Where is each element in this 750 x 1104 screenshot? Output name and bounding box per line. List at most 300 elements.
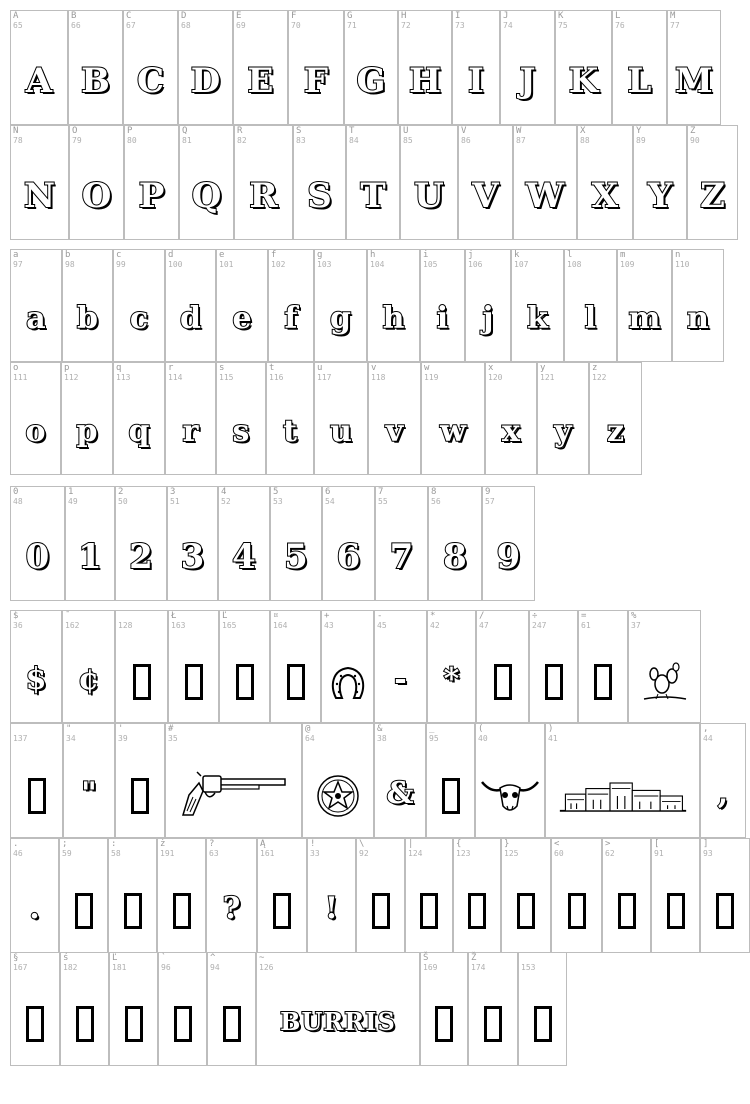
glyph-cell: [68, 10, 123, 125]
missing-glyph-box: [125, 1006, 143, 1042]
char-code: 174: [471, 963, 486, 972]
char-label: /: [479, 611, 485, 621]
char-code: 58: [111, 849, 121, 858]
char-code: 93: [703, 849, 713, 858]
glyph-sample: S: [307, 175, 332, 216]
char-code: 52: [221, 497, 231, 506]
glyph-cell: [537, 362, 589, 475]
char-code: 123: [456, 849, 471, 858]
char-code: 53: [273, 497, 283, 506]
glyph-sample: ¢: [78, 661, 99, 697]
char-label: z: [592, 363, 598, 373]
glyph-cell: [500, 10, 555, 125]
glyph-cell: [452, 10, 500, 125]
char-code: 116: [269, 373, 284, 382]
char-code: 59: [62, 849, 72, 858]
glyph-cell: [458, 125, 513, 240]
glyph-sample: w: [440, 413, 466, 449]
glyph-cell: [288, 10, 344, 125]
char-label: 4: [221, 487, 227, 497]
glyph-cell: [123, 10, 178, 125]
glyph-cell: [10, 723, 63, 838]
char-code: 45: [377, 621, 387, 630]
char-code: 90: [690, 136, 700, 145]
missing-glyph-box: [468, 893, 486, 929]
missing-glyph-box: [435, 1006, 453, 1042]
char-label: U: [403, 126, 409, 136]
glyph-cell: [10, 10, 68, 125]
char-code: 247: [532, 621, 547, 630]
char-code: 164: [273, 621, 288, 630]
char-label: w: [424, 363, 430, 373]
glyph-cell: [420, 249, 465, 362]
glyph-cell: [124, 125, 179, 240]
char-label: ): [548, 724, 554, 734]
char-label: V: [461, 126, 467, 136]
glyph-cell: [368, 362, 421, 475]
glyph-cell: [687, 125, 738, 240]
glyph-cell: [482, 486, 535, 601]
glyph-cell: [302, 723, 374, 838]
glyph-sample: 3: [180, 536, 205, 577]
glyph-cell: [10, 249, 62, 362]
glyph-sample: 0: [25, 536, 50, 577]
revolver-icon: [166, 771, 301, 821]
char-code: 55: [378, 497, 388, 506]
glyph-sample: W: [525, 175, 565, 216]
glyph-cell: [374, 610, 427, 723]
missing-glyph-box: [494, 664, 512, 700]
char-label: 9: [485, 487, 491, 497]
missing-glyph-box: [484, 1006, 502, 1042]
char-label: _: [429, 724, 435, 734]
glyph-cell: [61, 362, 113, 475]
char-code: 73: [455, 21, 465, 30]
char-code: 61: [581, 621, 591, 630]
glyph-sample: ?: [222, 890, 241, 926]
char-code: 122: [592, 373, 607, 382]
char-label: =: [581, 611, 587, 621]
glyph-sample: q: [128, 413, 150, 449]
char-label: }: [504, 839, 510, 849]
char-label: N: [13, 126, 19, 136]
glyph-sample: 7: [389, 536, 414, 577]
char-label: E: [236, 11, 242, 21]
char-label: O: [72, 126, 78, 136]
glyph-sample: Z: [700, 175, 725, 216]
char-code: 78: [13, 136, 23, 145]
glyph-sample: p: [76, 413, 98, 449]
char-label: 3: [170, 487, 176, 497]
missing-glyph-box: [442, 778, 460, 814]
glyph-cell: [485, 362, 537, 475]
char-label: p: [64, 363, 70, 373]
char-code: 35: [168, 734, 178, 743]
glyph-cell: [60, 952, 109, 1066]
char-label: ¯: [65, 611, 71, 621]
missing-glyph-box: [517, 893, 535, 929]
char-label: *: [430, 611, 436, 621]
glyph-cell: [218, 486, 270, 601]
missing-glyph-box: [236, 664, 254, 700]
char-code: 112: [64, 373, 79, 382]
char-label: 8: [431, 487, 437, 497]
missing-glyph-box: [174, 1006, 192, 1042]
glyph-cell: [165, 723, 302, 838]
glyph-sample: E: [247, 60, 274, 101]
char-label: C: [126, 11, 132, 21]
char-label: H: [401, 11, 407, 21]
char-label: Ł: [171, 611, 177, 621]
char-label: D: [181, 11, 187, 21]
char-code: 67: [126, 21, 136, 30]
missing-glyph-box: [75, 893, 93, 929]
missing-glyph-box: [273, 893, 291, 929]
char-label: [: [654, 839, 660, 849]
char-label: +: [324, 611, 330, 621]
char-label: m: [620, 250, 626, 260]
char-code: 76: [615, 21, 625, 30]
missing-glyph-box: [26, 1006, 44, 1042]
glyph-cell: [10, 486, 65, 601]
char-label: j: [468, 250, 474, 260]
missing-glyph-box: [185, 664, 203, 700]
glyph-sample: M: [675, 60, 713, 101]
char-code: 162: [65, 621, 80, 630]
char-label: b: [65, 250, 71, 260]
glyph-cell: [513, 125, 577, 240]
char-label: t: [269, 363, 275, 373]
horseshoe-icon: [322, 662, 373, 702]
char-code: 85: [403, 136, 413, 145]
glyph-cell: [375, 486, 428, 601]
char-code: 191: [160, 849, 175, 858]
char-label: u: [317, 363, 323, 373]
glyph-cell: [612, 10, 667, 125]
glyph-cell: [62, 610, 115, 723]
glyph-sample: A: [25, 60, 53, 101]
glyph-cell: [314, 249, 367, 362]
char-code: 80: [127, 136, 137, 145]
glyph-sample: R: [249, 175, 278, 216]
glyph-sample: J: [519, 60, 536, 101]
glyph-sample: f: [284, 300, 298, 336]
char-code: 75: [558, 21, 568, 30]
char-code: 121: [540, 373, 555, 382]
char-label: ^: [210, 953, 216, 963]
char-code: 97: [13, 260, 23, 269]
glyph-cell: [589, 362, 642, 475]
char-label: ,: [703, 724, 709, 734]
char-label: f: [271, 250, 277, 260]
glyph-sample: P: [138, 175, 165, 216]
glyph-cell: [667, 10, 721, 125]
glyph-cell: [577, 125, 633, 240]
char-label: ?: [209, 839, 215, 849]
glyph-cell: [256, 952, 420, 1066]
char-label: y: [540, 363, 546, 373]
glyph-cell: [564, 249, 617, 362]
missing-glyph-box: [287, 664, 305, 700]
glyph-sample: I: [468, 60, 484, 101]
char-code: 101: [219, 260, 234, 269]
char-code: 48: [13, 497, 23, 506]
glyph-cell: [476, 610, 529, 723]
char-label: A: [13, 11, 19, 21]
glyph-sample: *: [443, 661, 460, 697]
glyph-cell: [405, 838, 453, 953]
glyph-cell: [65, 486, 115, 601]
glyph-sample: C: [136, 60, 165, 101]
glyph-cell: [62, 249, 113, 362]
glyph-cell: [545, 723, 700, 838]
glyph-cell: [108, 838, 157, 953]
char-label: &: [377, 724, 383, 734]
glyph-cell: [257, 838, 307, 953]
glyph-cell: [59, 838, 108, 953]
glyph-cell: [158, 952, 207, 1066]
glyph-sample: X: [591, 175, 619, 216]
glyph-sample: m: [628, 300, 661, 336]
char-code: 115: [219, 373, 234, 382]
char-label: 2: [118, 487, 124, 497]
glyph-cell: [501, 838, 551, 953]
glyph-cell: [427, 610, 476, 723]
glyph-cell: [207, 952, 256, 1066]
char-label: a: [13, 250, 19, 260]
glyph-cell: [633, 125, 687, 240]
glyph-cell: [10, 125, 69, 240]
char-label: Y: [636, 126, 642, 136]
char-label: Ž: [471, 953, 477, 963]
char-label: R: [237, 126, 243, 136]
char-code: 50: [118, 497, 128, 506]
glyph-sample: y: [554, 413, 572, 449]
char-code: 81: [182, 136, 192, 145]
char-code: 57: [485, 497, 495, 506]
char-label: <: [554, 839, 560, 849]
char-code: 128: [118, 621, 133, 630]
char-label: K: [558, 11, 564, 21]
missing-glyph-box: [716, 893, 734, 929]
missing-glyph-box: [594, 664, 612, 700]
glyph-sample: K: [568, 60, 599, 101]
glyph-sample: a: [26, 300, 46, 336]
char-label: ;: [62, 839, 68, 849]
glyph-cell: [374, 723, 426, 838]
char-label: F: [291, 11, 297, 21]
glyph-cell: [453, 838, 501, 953]
glyph-sample: $: [25, 661, 47, 697]
glyph-sample: j: [482, 300, 494, 336]
glyph-cell: [10, 838, 59, 953]
glyph-cell: [115, 723, 165, 838]
char-code: 125: [504, 849, 519, 858]
char-label: q: [116, 363, 122, 373]
char-label: Ą: [260, 839, 266, 849]
char-code: 41: [548, 734, 558, 743]
glyph-cell: [578, 610, 628, 723]
char-code: 126: [259, 963, 274, 972]
char-code: 40: [478, 734, 488, 743]
glyph-sample: u: [330, 413, 352, 449]
char-code: 96: [161, 963, 171, 972]
char-label: 0: [13, 487, 19, 497]
char-label: ": [66, 724, 72, 734]
char-code: 49: [68, 497, 78, 506]
char-label: $: [13, 611, 19, 621]
char-label: ¤: [273, 611, 279, 621]
glyph-sample: t: [283, 413, 297, 449]
char-label: 1: [68, 487, 74, 497]
char-label: T: [349, 126, 355, 136]
missing-glyph-box: [124, 893, 142, 929]
glyph-cell: [468, 952, 518, 1066]
glyph-cell: [113, 249, 165, 362]
char-label: n: [675, 250, 681, 260]
char-code: 163: [171, 621, 186, 630]
glyph-sample: b: [77, 300, 98, 336]
missing-glyph-box: [667, 893, 685, 929]
char-code: 44: [703, 734, 713, 743]
char-code: 98: [65, 260, 75, 269]
char-label: !: [310, 839, 316, 849]
glyph-sample: G: [356, 60, 386, 101]
glyph-sample: V: [472, 175, 499, 216]
char-code: 38: [377, 734, 387, 743]
glyph-sample: r: [182, 413, 199, 449]
char-code: 119: [424, 373, 439, 382]
glyph-cell: [115, 610, 168, 723]
char-code: 117: [317, 373, 332, 382]
char-code: 107: [514, 260, 529, 269]
char-code: 54: [325, 497, 335, 506]
missing-glyph-box: [28, 778, 46, 814]
char-code: 118: [371, 373, 386, 382]
missing-glyph-box: [223, 1006, 241, 1042]
char-code: 70: [291, 21, 301, 30]
char-code: 77: [670, 21, 680, 30]
glyph-sample: Y: [647, 175, 673, 216]
glyph-sample: l: [584, 300, 597, 336]
char-label: 7: [378, 487, 384, 497]
char-label: X: [580, 126, 586, 136]
char-code: 114: [168, 373, 183, 382]
glyph-sample: N: [23, 175, 56, 216]
glyph-cell: [165, 362, 216, 475]
char-label: I: [455, 11, 461, 21]
missing-glyph-box: [568, 893, 586, 929]
glyph-cell: [400, 125, 458, 240]
glyph-cell: [233, 10, 288, 125]
char-label: %: [631, 611, 637, 621]
char-code: 42: [430, 621, 440, 630]
char-label: o: [13, 363, 19, 373]
char-label: -: [377, 611, 383, 621]
missing-glyph-box: [420, 893, 438, 929]
char-code: 102: [271, 260, 286, 269]
glyph-cell: [270, 610, 321, 723]
char-label: ': [118, 724, 124, 734]
glyph-cell: [266, 362, 314, 475]
char-label: #: [168, 724, 174, 734]
glyph-sample: n: [687, 300, 709, 336]
glyph-cell: [322, 486, 375, 601]
glyph-sample: B: [81, 60, 110, 101]
char-label: g: [317, 250, 323, 260]
glyph-cell: [178, 10, 233, 125]
glyph-cell: [518, 952, 567, 1066]
cactus-icon: [629, 662, 700, 702]
char-code: 100: [168, 260, 183, 269]
glyph-sample: 8: [443, 536, 467, 577]
char-label: x: [488, 363, 494, 373]
char-code: 36: [13, 621, 23, 630]
glyph-sample: !: [324, 890, 339, 926]
char-code: 39: [118, 734, 128, 743]
glyph-cell: [216, 249, 268, 362]
char-label: e: [219, 250, 225, 260]
missing-glyph-box: [131, 778, 149, 814]
char-label: Ľ: [112, 953, 118, 963]
char-label: :: [111, 839, 117, 849]
char-code: 111: [13, 373, 28, 382]
char-code: 91: [654, 849, 664, 858]
glyph-cell: [307, 838, 356, 953]
char-label: (: [478, 724, 484, 734]
glyph-cell: [346, 125, 400, 240]
char-code: 105: [423, 260, 438, 269]
glyph-cell: [551, 838, 602, 953]
char-label: Q: [182, 126, 188, 136]
glyph-cell: [10, 610, 62, 723]
glyph-sample: e: [232, 300, 252, 336]
glyph-sample: Q: [191, 175, 222, 216]
char-label: B: [71, 11, 77, 21]
char-code: 95: [429, 734, 439, 743]
glyph-cell: [426, 723, 475, 838]
char-label: §: [13, 953, 19, 963]
char-label: 6: [325, 487, 331, 497]
glyph-cell: [268, 249, 314, 362]
char-code: 66: [71, 21, 81, 30]
char-code: 108: [567, 260, 582, 269]
glyph-cell: [321, 610, 374, 723]
char-code: 137: [13, 734, 28, 743]
glyph-cell: [63, 723, 115, 838]
glyph-cell: [617, 249, 672, 362]
char-label: \: [359, 839, 365, 849]
glyph-sample: 1: [78, 536, 102, 577]
glyph-sample: z: [606, 413, 625, 449]
missing-glyph-box: [545, 664, 563, 700]
char-code: 92: [359, 849, 369, 858]
char-code: 63: [209, 849, 219, 858]
char-code: 68: [181, 21, 191, 30]
glyph-cell: [628, 610, 701, 723]
char-code: 83: [296, 136, 306, 145]
glyph-sample: .: [29, 890, 40, 926]
char-code: 33: [310, 849, 320, 858]
char-code: 64: [305, 734, 315, 743]
char-label: S: [296, 126, 302, 136]
char-code: 99: [116, 260, 126, 269]
char-code: 120: [488, 373, 503, 382]
glyph-cell: [428, 486, 482, 601]
char-label: {: [456, 839, 462, 849]
char-code: 86: [461, 136, 471, 145]
glyph-sample: -: [394, 661, 407, 697]
